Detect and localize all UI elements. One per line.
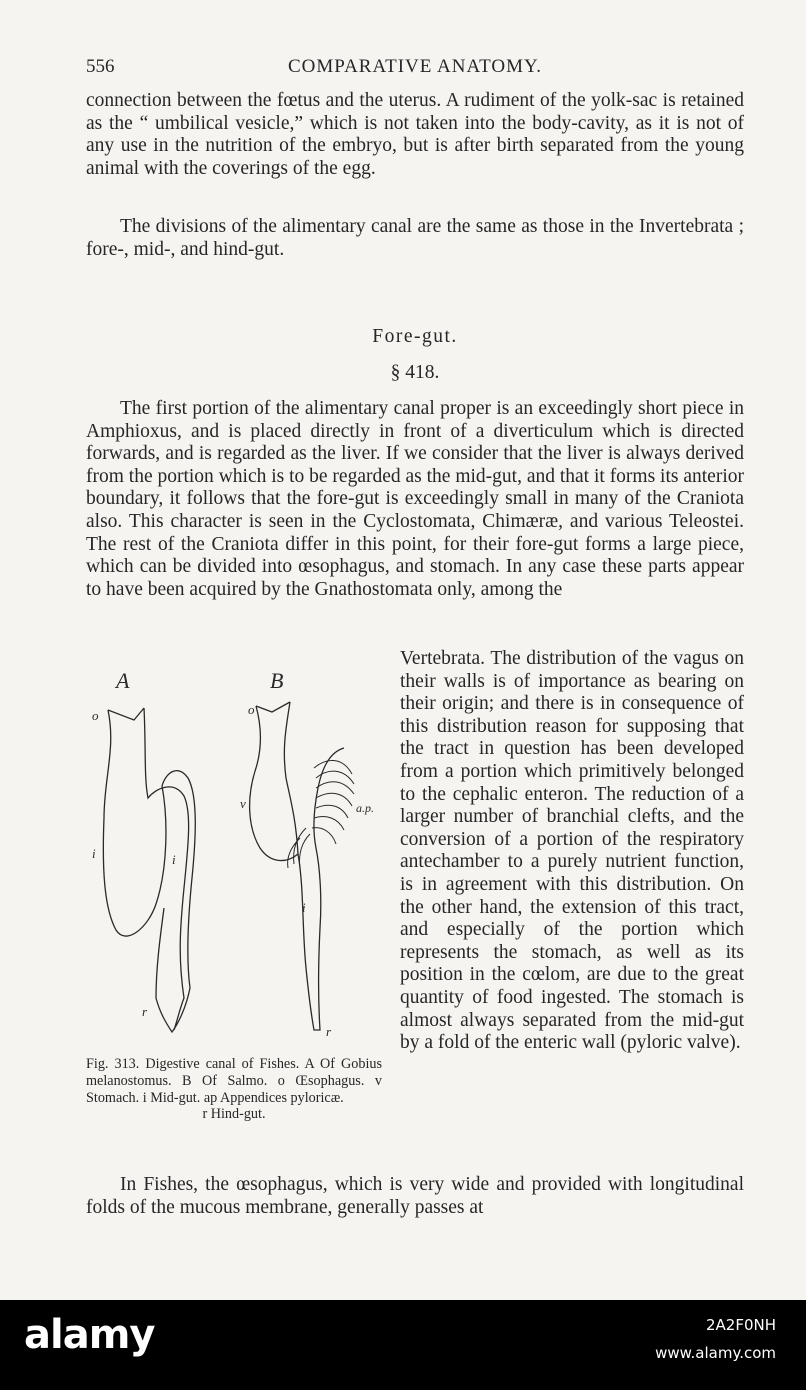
section-heading: Fore-gut. xyxy=(372,326,458,347)
figure-b-o-label: o xyxy=(248,702,255,717)
figure-b-hindgut xyxy=(298,854,320,1030)
figure-a-i-label: i xyxy=(92,846,96,861)
figure-a-inner-wall xyxy=(144,708,189,1030)
watermark-url: www.alamy.com xyxy=(655,1344,776,1362)
running-title: COMPARATIVE ANATOMY. xyxy=(287,56,543,77)
page-number: 556 xyxy=(86,56,115,77)
figure-a-i2-label: i xyxy=(172,852,176,867)
figure-b-esophagus-top xyxy=(256,702,290,712)
figure-b-r-label: r xyxy=(326,1024,332,1039)
figure-b-stomach-right xyxy=(284,702,298,854)
figure-b-pylorus xyxy=(314,748,344,928)
figure-digestive-canal xyxy=(86,668,386,1058)
caption-line-1: Fig. 313. Digestive canal of Fishes. xyxy=(86,1056,300,1072)
figure-a-esophagus-top xyxy=(108,708,144,720)
right-column-text: Vertebrata. The distribution of the vagus on their walls is of importance as bearing on their origin; and there is in consequence of this distribution reason for supposing that the tract in question has been developed from a portion which primitively belonged to the cephalic enteron. The reduction of a larger number of branchial clefts, and the conversion of a portion of the respiratory antechamber to a purely nutrient function, is in agreement with this distribution. On the other hand, the extension of this tract, and especially of the portion which represents the stomach, as well as its position in the cœlom, are due to the great quantity of food ingested. The stomach is almost always separated from the mid-gut by a fold of the enteric wall (pyloric valve). xyxy=(400,648,744,1054)
alamy-logo: alamy xyxy=(24,1312,155,1358)
page-header xyxy=(86,56,744,84)
section-paragraph: The first portion of the alimentary canal proper is an exceedingly short piece in Amphioxus, and is placed directly in front of a diverticulum which is directed forwards, and is regarded as the liver. If we consider that the liver is always derived from the portion which is to be regarded as the mid-gut, and that it forms its anterior boundary, it follows that the fore-gut is exceedingly small in many of the Craniota also. This character is seen in the Cyclostomata, Chimæræ, and various Teleostei. The rest of the Craniota differ in this point, for their fore-gut forms a large piece, which can be divided into œsophagus, and stomach. In any case these parts appear to have been acquired by the Gnathostomata only, among the xyxy=(86,398,744,600)
figure-b-ap-label: a.p. xyxy=(356,801,374,815)
figure-label-a: A xyxy=(116,668,130,693)
intro-paragraph-2: The divisions of the alimentary canal are the same as those in the Invertebrata ; fore-, mid-, and hind-gut. xyxy=(86,216,744,260)
figure-caption xyxy=(86,1056,382,1123)
caption-line-2: A Of Gobius melanostomus. B Of Salmo. o Œsophagus. v Stomach. i Mid-gut. ap Appendices pyloricæ. xyxy=(86,1056,382,1106)
caption-line-3: r Hind-gut. xyxy=(202,1106,266,1123)
intro-paragraph-1: connection between the fœtus and the uterus. A rudiment of the yolk-sac is retained as the “ umbilical vesicle,” which is not taken into the body-cavity, as it is not of any use in the nutrition of the embryo, but is after birth separated from the young animal with the coverings of the egg. xyxy=(86,90,744,179)
figure-a-midgut xyxy=(156,771,195,1032)
figure-a-o-label: o xyxy=(92,708,99,723)
figure-label-b: B xyxy=(270,668,284,693)
figure-b-stomach-left xyxy=(250,706,298,861)
figure-a-outer-wall xyxy=(103,710,166,936)
section-number: § 418. xyxy=(390,362,440,383)
figure-a-r-label: r xyxy=(142,1004,148,1019)
figure-b-i-label: i xyxy=(302,900,306,915)
figure-b-v-label: v xyxy=(240,796,246,811)
image-id: 2A2F0NH xyxy=(705,1316,776,1334)
closing-paragraph: In Fishes, the œsophagus, which is very wide and provided with longitudinal folds of the mucous membrane, generally passes at xyxy=(86,1174,744,1218)
